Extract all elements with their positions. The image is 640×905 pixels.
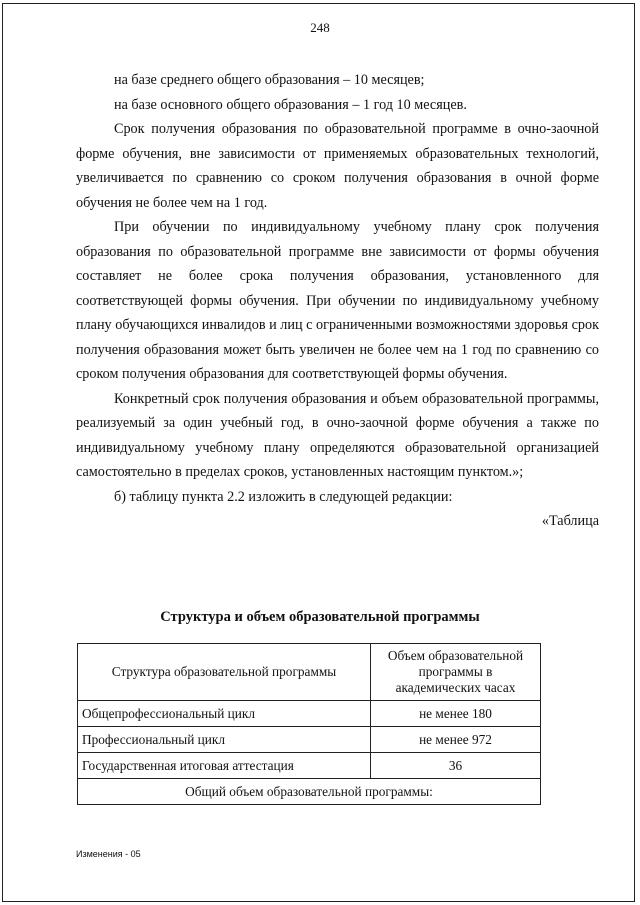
row-name: Общепрофессиональный цикл — [78, 701, 371, 727]
paragraph-individual-plan: При обучении по индивидуальному учебному плану срок получения образования по образовательной программе вне зависимости от формы обучения составляет не более срока получения образования, установленного для соответствующей формы обучения. При обучении по индивидуальному учебному плану обучающихся инвалидов и лиц с ограниченными возможностями здоровья срок получения образования может быть увеличен не более чем на 1 год по сравнению со сроком получения образования для соответствующей формы обучения. — [76, 219, 599, 382]
table-caption: «Таблица — [541, 513, 599, 529]
paragraph-specific-duration: Конкретный срок получения образования и объем образовательной программы, реализуемый за один учебный год, в очно-заочной форме обучения а также по индивидуальному учебному плану определяются образовательной организацией самостоятельно в пределах сроков, установленных настоящим пунктом.»; — [76, 390, 599, 480]
paragraph-basic-education: на базе основного общего образования – 1 год 10 месяцев. — [114, 96, 467, 113]
paragraph-table-amendment: б) таблицу пункта 2.2 изложить в следующей редакции: — [114, 488, 453, 505]
row-name: Государственная итоговая аттестация — [78, 753, 371, 779]
total-label: Общий объем образовательной программы: — [78, 779, 541, 805]
program-structure-table — [77, 643, 541, 805]
table-row — [78, 753, 541, 779]
row-value: не менее 180 — [371, 701, 541, 727]
table-title: Структура и объем образовательной программы — [160, 609, 480, 625]
paragraph-secondary-education: на базе среднего общего образования – 10 месяцев; — [114, 72, 425, 88]
row-value: не менее 972 — [371, 727, 541, 753]
footer-note: Изменения - 05 — [76, 849, 141, 859]
page-number: 248 — [310, 20, 330, 35]
table-row — [78, 727, 541, 753]
body-text — [76, 68, 599, 534]
row-value: 36 — [371, 753, 541, 779]
table-total-row — [78, 779, 541, 805]
table-header-row — [78, 644, 541, 701]
header-structure: Структура образовательной программы — [78, 644, 371, 701]
row-name: Профессиональный цикл — [78, 727, 371, 753]
table-row — [78, 701, 541, 727]
header-volume: Объем образовательной программы в академических часах — [371, 644, 541, 701]
paragraph-part-time-duration: Срок получения образования по образовательной программе в очно-заочной форме обучения, вне зависимости от применяемых образовательных технологий, увеличивается по сравнению со сроком получения образования в очной форме обучения не более чем на 1 год. — [76, 121, 599, 211]
